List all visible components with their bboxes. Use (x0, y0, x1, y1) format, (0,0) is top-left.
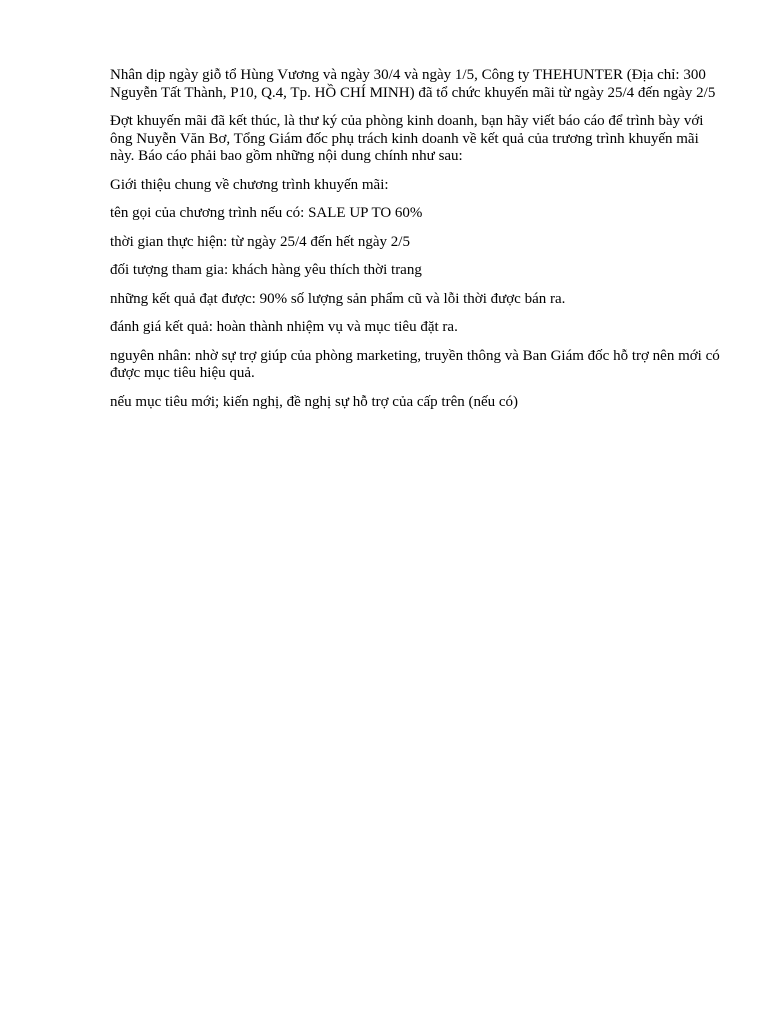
item-duration: thời gian thực hiện: từ ngày 25/4 đến hết ngày 2/5 (110, 233, 410, 250)
item-results: những kết quả đạt được: 90% số lượng sản phẩm cũ và lỗi thời được bán ra. (110, 290, 566, 307)
item-cause: nguyên nhân: nhờ sự trợ giúp của phòng marketing, truyền thông và Ban Giám đốc hỗ trợ nên mới có được mục tiêu hiệu quả. (110, 347, 720, 381)
item-program-name: tên gọi của chương trình nếu có: SALE UP TO 60% (110, 205, 423, 221)
item-evaluation: đánh giá kết quả: hoàn thành nhiệm vụ và mục tiêu đặt ra. (110, 319, 458, 335)
item-audience: đối tượng tham gia: khách hàng yêu thích thời trang (110, 262, 422, 278)
intro-paragraph: Nhân dịp ngày giỗ tổ Hùng Vương và ngày 30/4 và ngày 1/5, Công ty THEHUNTER (Địa chỉ: 300 Nguyễn Tất Thành, P10, Q.4, Tp. HỒ CHÍ MINH) đã tổ chức khuyến mãi từ ngày 25/4 đến ngày 2/5 (110, 67, 716, 101)
document-body (110, 67, 722, 422)
section-heading: Giới thiệu chung về chương trình khuyến mãi: (110, 176, 389, 193)
task-paragraph: Đợt khuyến mãi đã kết thúc, là thư ký của phòng kinh doanh, bạn hãy viết báo cáo để trình bày với ông Nuyễn Văn Bơ, Tổng Giám đốc phụ trách kinh doanh về kết quả của trương trình khuyến mãi này. Báo cáo phải bao gồm những nội dung chính như sau: (110, 113, 704, 164)
item-recommendation: nếu mục tiêu mới; kiến nghị, đề nghị sự hỗ trợ của cấp trên (nếu có) (110, 393, 519, 410)
